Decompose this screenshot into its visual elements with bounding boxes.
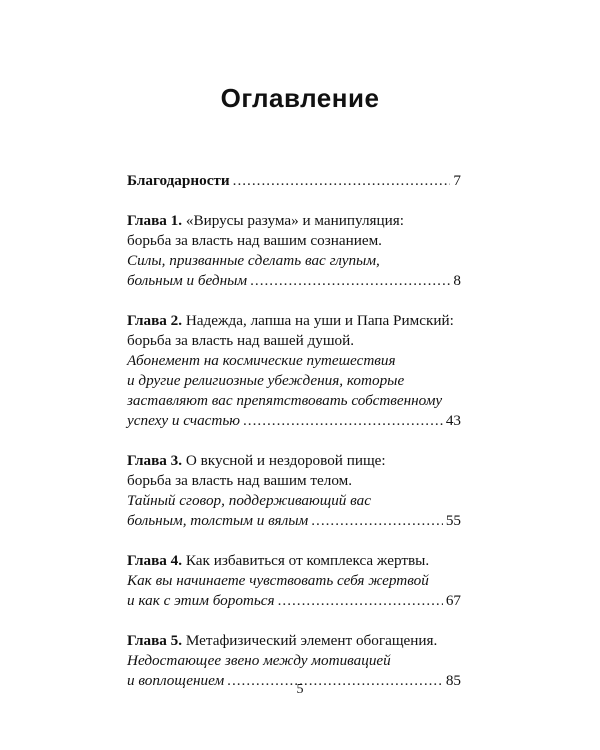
chapter-description-line: Силы, призванные сделать вас глупым, — [127, 252, 380, 269]
chapter-label: Глава 5. — [127, 632, 183, 649]
toc-entry-chapter-1 — [127, 211, 461, 291]
dot-leader — [278, 591, 443, 611]
chapter-description-last: и воплощением — [127, 672, 225, 689]
toc-line — [127, 171, 461, 191]
chapter-heading-line — [127, 631, 461, 651]
chapter-description-line: Тайный сговор, поддерживающий вас — [127, 492, 372, 509]
chapter-heading-line — [127, 311, 461, 331]
toc-line — [127, 411, 461, 431]
chapter-description-last: и как с этим бороться — [127, 592, 275, 609]
dot-leader — [250, 271, 450, 291]
toc-entry-chapter-2 — [127, 311, 461, 431]
chapter-heading: Надежда, лапша на уши и Папа Римский: — [185, 312, 454, 329]
chapter-description-line: заставляют вас препятствовать собственному — [127, 392, 443, 409]
toc-line — [127, 511, 461, 531]
chapter-description-last: успеху и счастью — [127, 412, 240, 429]
toc-entry-chapter-4 — [127, 551, 461, 611]
chapter-heading-line — [127, 211, 461, 231]
chapter-description-last: больным и бедным — [127, 272, 248, 289]
dot-leader — [233, 171, 451, 191]
chapter-subheading: борьба за власть над вашей душой. — [127, 332, 355, 349]
entry-label: Благодарности — [127, 172, 230, 189]
chapter-label: Глава 4. — [127, 552, 183, 569]
page-ref: 8 — [453, 272, 461, 289]
page-ref: 67 — [445, 592, 461, 609]
page-ref: 43 — [445, 412, 461, 429]
chapter-description-line: Абонемент на космические путешествия — [127, 352, 396, 369]
chapter-description-line: Недостающее звено между мотивацией — [127, 652, 391, 669]
page-ref: 85 — [445, 672, 461, 689]
toc-entry-chapter-3 — [127, 451, 461, 531]
chapter-label: Глава 3. — [127, 452, 183, 469]
toc-entry-acknowledgements — [127, 171, 461, 191]
chapter-heading-line — [127, 551, 461, 571]
chapter-label: Глава 1. — [127, 212, 183, 229]
chapter-label: Глава 2. — [127, 312, 183, 329]
chapter-subheading: борьба за власть над вашим сознанием. — [127, 232, 382, 249]
chapter-subheading: борьба за власть над вашим телом. — [127, 472, 353, 489]
chapter-heading: «Вирусы разума» и манипуляция: — [185, 212, 404, 229]
toc-line — [127, 271, 461, 291]
chapter-description-line: и другие религиозные убеждения, которые — [127, 372, 405, 389]
chapter-description-last: больным, толстым и вялым — [127, 512, 309, 529]
chapter-heading: О вкусной и нездоровой пище: — [185, 452, 386, 469]
dot-leader — [311, 511, 443, 531]
page-ref: 55 — [445, 512, 461, 529]
dot-leader — [243, 411, 443, 431]
chapter-description-line: Как вы начинаете чувствовать себя жертвой — [127, 572, 429, 589]
chapter-heading-line — [127, 451, 461, 471]
table-of-contents — [127, 171, 461, 691]
toc-line — [127, 591, 461, 611]
page-ref: 7 — [453, 172, 461, 189]
chapter-heading: Метафизический элемент обогащения. — [185, 632, 438, 649]
page-number: 5 — [296, 682, 304, 697]
chapter-heading: Как избавиться от комплекса жертвы. — [185, 552, 430, 569]
page-title: Оглавление — [220, 83, 380, 113]
